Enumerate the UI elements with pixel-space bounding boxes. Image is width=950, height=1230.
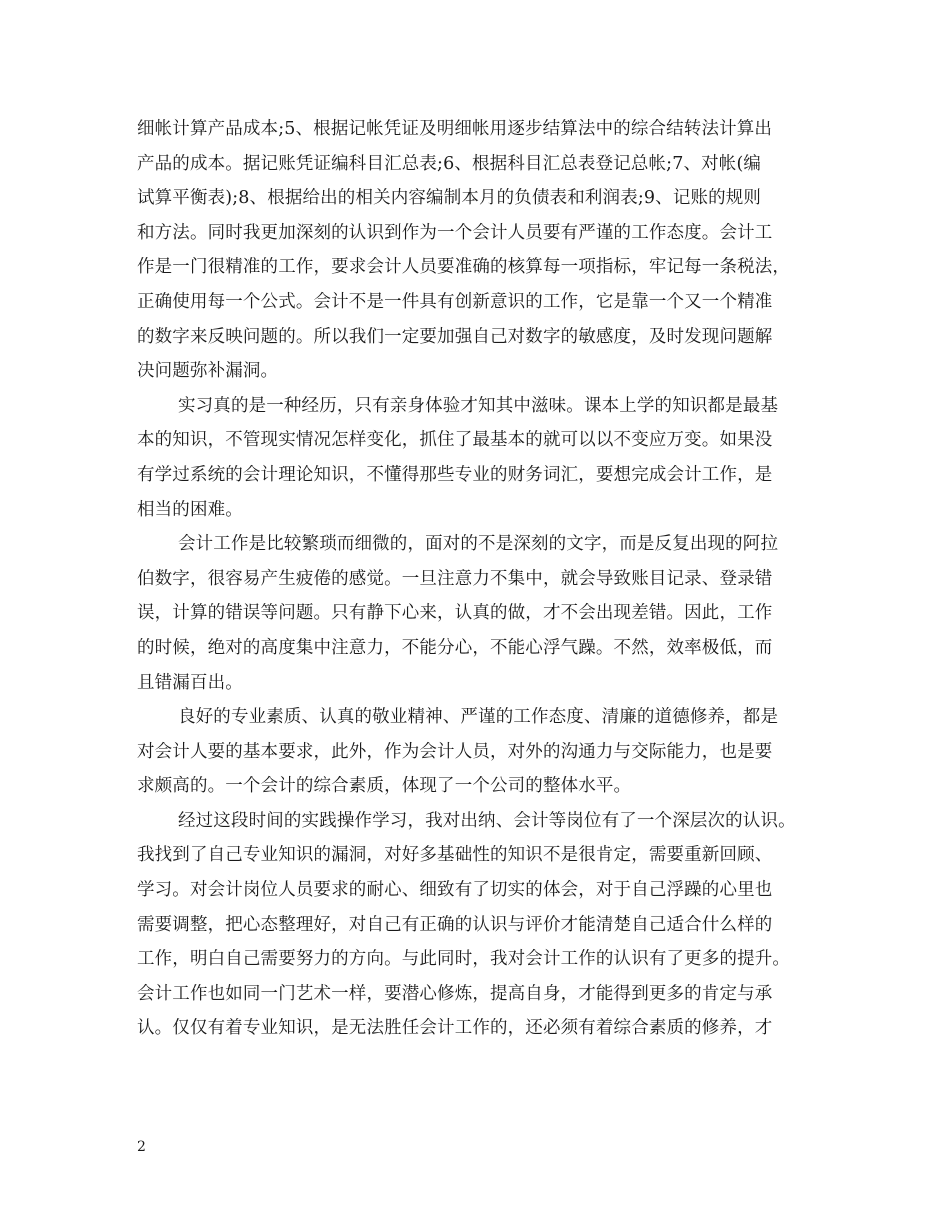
- text-line: 本的知识，不管现实情况怎样变化，抓住了最基本的就可以以不变应万变。如果没: [137, 430, 773, 451]
- text-line: 我找到了自己专业知识的漏洞，对好多基础性的知识不是很肯定，需要重新回顾、: [137, 845, 773, 866]
- text-line: 的时候，绝对的高度集中注意力，不能分心，不能心浮气躁。不然，效率极低，而: [137, 637, 773, 658]
- text-line: 决问题弥补漏洞。: [137, 361, 279, 382]
- text-line: 细帐计算产品成本;5、根据记帐凭证及明细帐用逐步结算法中的综合结转法计算出: [137, 119, 773, 139]
- text-line: 会计工作是比较繁琐而细微的，面对的不是深刻的文字，而是反复出现的阿拉: [178, 534, 779, 555]
- text-line: 产品的成本。据记账凭证编科目汇总表;6、根据科目汇总表登记总帐;7、对帐(编: [137, 153, 762, 174]
- text-line: 且错漏百出。: [137, 672, 243, 693]
- text-line: 试算平衡表);8、根据给出的相关内容编制本月的负债表和利润表;9、记账的规则: [137, 188, 762, 209]
- text-line: 学习。对会计岗位人员要求的耐心、细致有了切实的体会，对于自己浮躁的心里也: [137, 880, 773, 901]
- text-line: 需要调整，把心态整理好，对自己有正确的认识与评价才能清楚自己适合什么样的: [137, 914, 773, 935]
- text-line: 和方法。同时我更加深刻的认识到作为一个会计人员要有严谨的工作态度。会计工: [137, 222, 773, 243]
- text-line: 的数字来反映问题的。所以我们一定要加强自己对数字的敏感度，及时发现问题解: [137, 326, 773, 347]
- text-line: 误，计算的错误等问题。只有静下心来，认真的做，才不会出现差错。因此，工作: [137, 603, 773, 624]
- text-line: 良好的专业素质、认真的敬业精神、严谨的工作态度、清廉的道德修养，都是: [178, 707, 779, 728]
- text-line: 相当的困难。: [137, 499, 243, 520]
- text-line: 有学过系统的会计理论知识，不懂得那些专业的财务词汇，要想完成会计工作，是: [137, 464, 773, 485]
- page-number: 2: [137, 1139, 146, 1155]
- text-line: 认。仅仅有着专业知识，是无法胜任会计工作的，还必须有着综合素质的修养，才: [137, 1018, 773, 1039]
- text-line: 求颇高的。一个会计的综合素质，体现了一个公司的整体水平。: [137, 776, 632, 797]
- text-line: 作是一门很精准的工作，要求会计人员要准确的核算每一项指标，牢记每一条税法，: [137, 257, 791, 278]
- text-line: 对会计人要的基本要求，此外，作为会计人员，对外的沟通力与交际能力，也是要: [137, 741, 773, 762]
- text-line: 伯数字，很容易产生疲倦的感觉。一旦注意力不集中，就会导致账目记录、登录错: [137, 568, 773, 589]
- text-line: 经过这段时间的实践操作学习，我对出纳、会计等岗位有了一个深层次的认识。: [178, 810, 796, 831]
- text-line: 正确使用每一个公式。会计不是一件具有创新意识的工作，它是靠一个又一个精准: [137, 291, 773, 312]
- text-line: 实习真的是一种经历，只有亲身体验才知其中滋味。课本上学的知识都是最基: [178, 395, 779, 416]
- body-text: [137, 112, 817, 1046]
- text-line: 工作，明白自己需要努力的方向。与此同时，我对会计工作的认识有了更多的提升。: [137, 949, 791, 970]
- text-line: 会计工作也如同一门艺术一样，要潜心修炼，提高自身，才能得到更多的肯定与承: [137, 983, 773, 1004]
